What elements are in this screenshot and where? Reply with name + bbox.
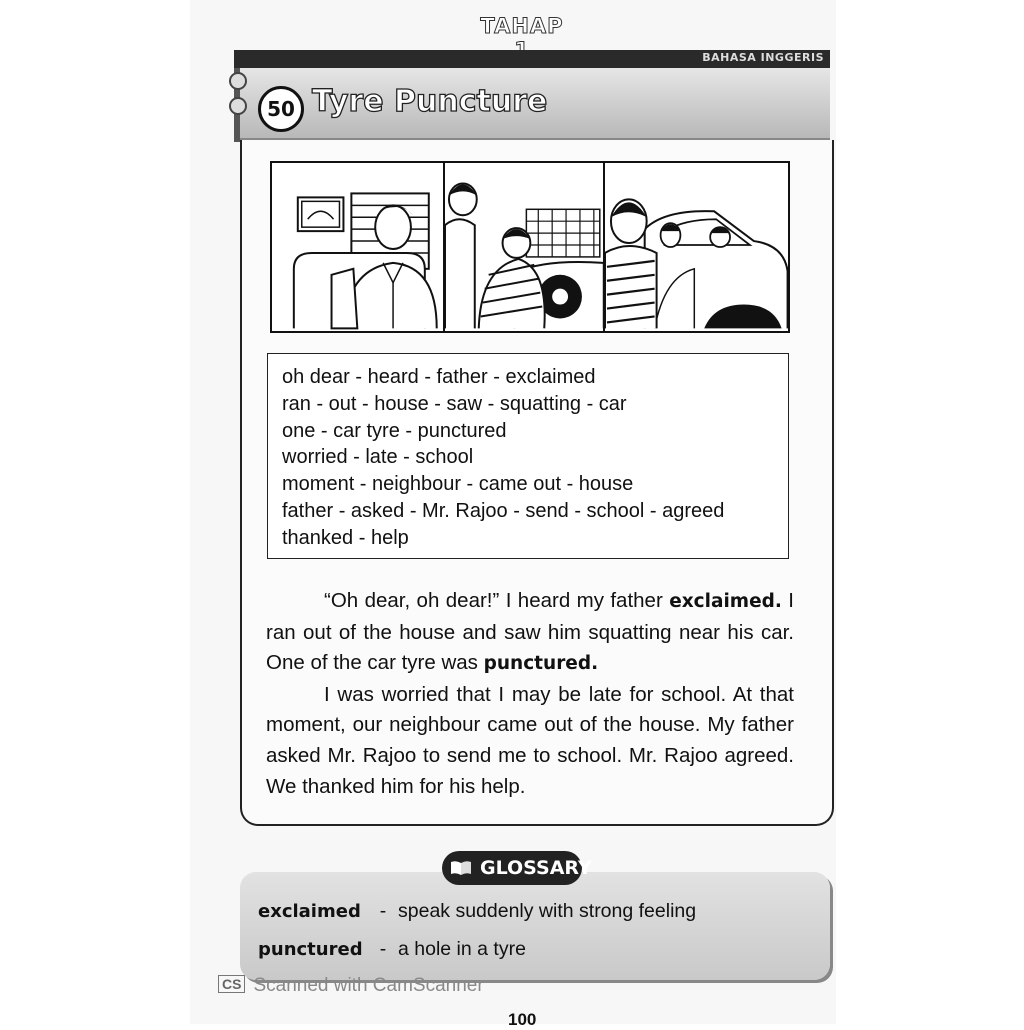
glossary-definition: speak suddenly with strong feeling (398, 900, 697, 922)
glossary-entry: punctured - a hole in a tyre (258, 938, 526, 960)
story-paragraph-2: I was worried that I may be late for school. At that moment, our neighbour came out of the house. My father asked Mr. Rajoo to send me to school. Mr. Rajoo agreed. We thanked him for his help. (266, 682, 794, 798)
camscanner-logo-icon: CS (218, 975, 245, 993)
story-illustration (270, 161, 790, 333)
binder-ring-icon (229, 97, 247, 115)
word-clue-line: moment - neighbour - came out - house (282, 473, 634, 496)
glossary-term: punctured (258, 939, 363, 960)
word-clue-line: one - car tyre - punctured (282, 419, 507, 442)
page-number: 100 (508, 1010, 537, 1029)
boy-with-bag-picture (272, 163, 443, 331)
father-checking-tyre-picture (445, 163, 604, 331)
lesson-title: Tyre Puncture (312, 84, 548, 119)
illustration-panel-father (445, 163, 606, 331)
binder-ring-icon (229, 72, 247, 90)
illustration-panel-neighbour (605, 163, 788, 331)
neighbour-in-car-picture (605, 163, 788, 331)
keyword-punctured: punctured. (483, 653, 599, 675)
book-icon (450, 860, 472, 876)
word-clue-box (267, 353, 789, 559)
word-clue-line: thanked - help (282, 526, 409, 549)
header-band-top (234, 50, 830, 68)
level-label: TAHAP (480, 14, 564, 38)
glossary-entry: exclaimed - speak suddenly with strong feeling (258, 900, 697, 922)
model-story (266, 586, 794, 802)
glossary-term: exclaimed (258, 901, 361, 922)
glossary-header (442, 851, 592, 885)
word-clue-line: ran - out - house - saw - squatting - car (282, 392, 627, 415)
illustration-panel-boy (272, 163, 445, 331)
lesson-number: 50 (258, 86, 304, 132)
glossary-title: GLOSSARY (480, 857, 592, 879)
word-clue-line: father - asked - Mr. Rajoo - send - school - agreed (282, 499, 725, 522)
glossary-definition: a hole in a tyre (398, 938, 526, 960)
keyword-exclaimed: exclaimed. (669, 591, 782, 612)
word-clue-line: oh dear - heard - father - exclaimed (282, 366, 596, 388)
scanner-watermark (218, 975, 484, 997)
story-paragraph-1: “Oh dear, oh dear!” I heard my father exclaimed. I ran out of the house and saw him squatting near his car. One of the car tyre was punctured. (266, 589, 794, 675)
word-clue-line: worried - late - school (282, 446, 474, 469)
subject-band-label: BAHASA INGGERIS (702, 51, 824, 64)
glossary-box (240, 872, 830, 980)
scanner-text: Scanned with CamScanner (253, 975, 484, 996)
